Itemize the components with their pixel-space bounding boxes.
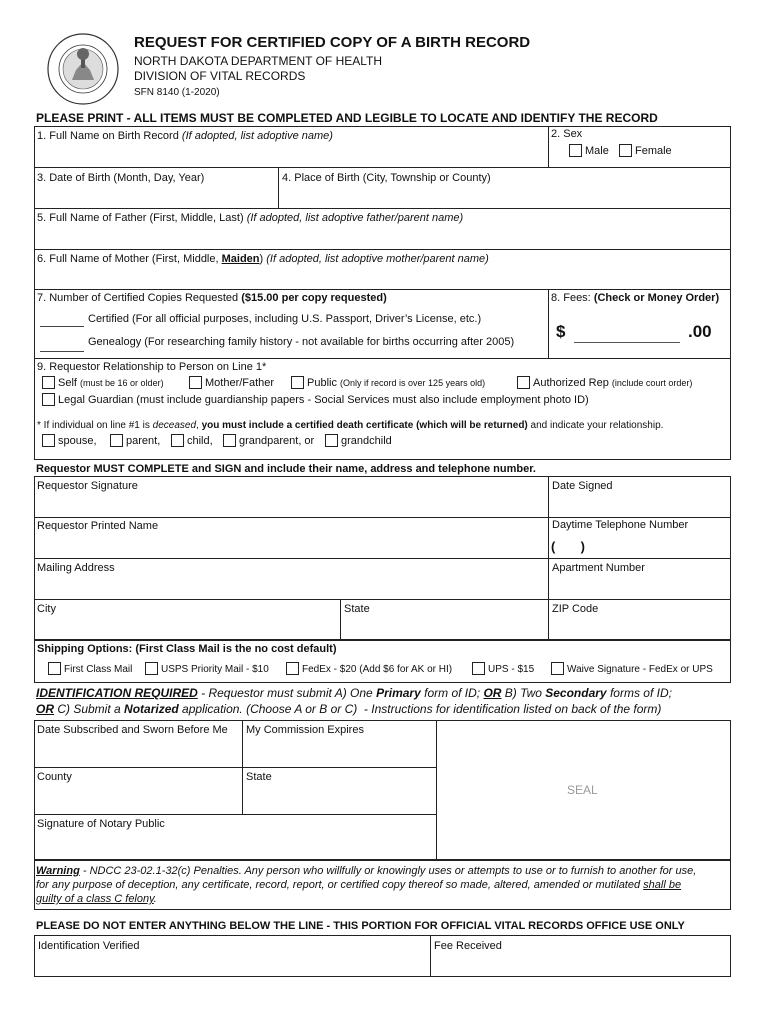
- female-checkbox[interactable]: [619, 144, 632, 157]
- fee-cents: .00: [688, 322, 712, 341]
- child-checkbox[interactable]: [171, 434, 184, 447]
- city-label: City: [37, 603, 56, 615]
- state-input[interactable]: [343, 617, 546, 638]
- sex-male-option[interactable]: Male: [569, 144, 609, 158]
- notary-signature-label: Signature of Notary Public: [37, 818, 165, 830]
- instruction-heading: PLEASE PRINT - ALL ITEMS MUST BE COMPLETED AND LEGIBLE TO LOCATE AND IDENTIFY THE RECORD: [36, 111, 658, 125]
- field-3-label: 3. Date of Birth (Month, Day, Year): [37, 172, 205, 184]
- printed-name-label: Requestor Printed Name: [37, 520, 159, 532]
- father-name-input[interactable]: [36, 226, 729, 247]
- legal-guardian-checkbox[interactable]: [42, 393, 55, 406]
- field-1-label: 1. Full Name on Birth Record (If adopted, list adoptive name): [37, 130, 333, 142]
- relationship-authorized-rep-option[interactable]: Authorized Rep (include court order): [517, 376, 692, 390]
- parent-checkbox[interactable]: [110, 434, 123, 447]
- shipping-waive-signature-option[interactable]: Waive Signature - FedEx or UPS: [551, 662, 713, 676]
- grandchild-checkbox[interactable]: [325, 434, 338, 447]
- usps-priority-checkbox[interactable]: [145, 662, 158, 675]
- fee-received-label: Fee Received: [434, 940, 502, 952]
- field-4-label: 4. Place of Birth (City, Township or County): [282, 172, 491, 184]
- commission-expires-input[interactable]: [245, 738, 434, 765]
- shipping-fedex-option[interactable]: FedEx - $20 (Add $6 for AK or HI): [286, 662, 452, 676]
- fee-dollar-sign: $: [556, 322, 566, 341]
- relationship-legal-guardian-option[interactable]: Legal Guardian (must include guardianship papers - Social Services must also include employment photo ID): [42, 393, 589, 407]
- warning-line-1: Warning - NDCC 23-02.1-32(c) Penalties. Any person who willfully or knowingly uses or attempts to use or to furnish to another for use,: [36, 865, 697, 877]
- commission-expires-label: My Commission Expires: [246, 724, 364, 736]
- spouse-checkbox[interactable]: [42, 434, 55, 447]
- department-name: NORTH DAKOTA DEPARTMENT OF HEALTH: [134, 54, 383, 68]
- phone-area-code[interactable]: ( ): [551, 539, 585, 554]
- state-seal-icon: [46, 32, 120, 106]
- relationship-public-option[interactable]: Public (Only if record is over 125 years old): [291, 376, 485, 390]
- deceased-grandparent-option[interactable]: grandparent, or: [223, 434, 314, 448]
- identification-line-1: IDENTIFICATION REQUIRED - Requestor must submit A) One Primary form of ID; OR B) Two Secondary forms of ID;: [36, 686, 672, 700]
- field-8-label: 8. Fees: (Check or Money Order): [551, 292, 720, 304]
- field-5-label: 5. Full Name of Father (First, Middle, Last) (If adopted, list adoptive father/parent name): [37, 212, 464, 224]
- office-use-heading: PLEASE DO NOT ENTER ANYTHING BELOW THE LINE - THIS PORTION FOR OFFICIAL VITAL RECORDS OFFICE USE ONLY: [36, 920, 685, 932]
- first-class-checkbox[interactable]: [48, 662, 61, 675]
- self-checkbox[interactable]: [42, 376, 55, 389]
- zip-input[interactable]: [551, 617, 729, 638]
- certified-option-label: Certified (For all official purposes, including U.S. Passport, Driver’s License, etc.): [88, 313, 482, 325]
- grandparent-checkbox[interactable]: [223, 434, 236, 447]
- field-9-label: 9. Requestor Relationship to Person on Line 1*: [37, 361, 267, 373]
- field-6-label: 6. Full Name of Mother (First, Middle, Maiden) (If adopted, list adoptive mother/parent name): [37, 253, 489, 265]
- mother-father-checkbox[interactable]: [189, 376, 202, 389]
- certified-copies-count-input[interactable]: [40, 326, 84, 327]
- fee-amount-input[interactable]: [574, 342, 680, 343]
- place-of-birth-input[interactable]: [281, 186, 729, 206]
- genealogy-copies-count-input[interactable]: [40, 351, 84, 352]
- public-checkbox[interactable]: [291, 376, 304, 389]
- identification-line-2: OR C) Submit a Notarized application. (Choose A or B or C) - Instructions for identification listed on back of the form): [36, 702, 662, 716]
- date-sworn-label: Date Subscribed and Sworn Before Me: [37, 724, 228, 736]
- apartment-label: Apartment Number: [552, 562, 645, 574]
- male-checkbox[interactable]: [569, 144, 582, 157]
- division-name: DIVISION OF VITAL RECORDS: [134, 69, 306, 83]
- notary-signature-input[interactable]: [36, 832, 434, 858]
- notary-county-input[interactable]: [36, 785, 240, 812]
- genealogy-option-label: Genealogy (For researching family history - not available for births occurring after 2005): [88, 336, 515, 348]
- ups-checkbox[interactable]: [472, 662, 485, 675]
- form-number: SFN 8140 (1-2020): [134, 87, 220, 98]
- warning-line-2: for any purpose of deception, any certificate, record, report, or certified copy thereof so made, altered, amended or mutilated shall be: [36, 879, 682, 891]
- field-2-label: 2. Sex: [551, 128, 583, 140]
- deceased-grandchild-option[interactable]: grandchild: [325, 434, 392, 448]
- waive-signature-checkbox[interactable]: [551, 662, 564, 675]
- id-verified-label: Identification Verified: [38, 940, 140, 952]
- deceased-parent-option[interactable]: parent,: [110, 434, 160, 448]
- requestor-heading: Requestor MUST COMPLETE and SIGN and include their name, address and telephone number.: [36, 463, 536, 475]
- mailing-address-label: Mailing Address: [37, 562, 115, 574]
- fedex-checkbox[interactable]: [286, 662, 299, 675]
- notary-county-label: County: [37, 771, 72, 783]
- shipping-usps-priority-option[interactable]: USPS Priority Mail - $10: [145, 662, 269, 676]
- notary-state-label: State: [246, 771, 272, 783]
- mother-name-input[interactable]: [36, 267, 729, 287]
- shipping-label: Shipping Options: (First Class Mail is the no cost default): [37, 643, 337, 655]
- form-title: REQUEST FOR CERTIFIED COPY OF A BIRTH RECORD: [134, 34, 531, 51]
- date-of-birth-input[interactable]: [36, 186, 276, 206]
- sex-female-option[interactable]: Female: [619, 144, 672, 158]
- shipping-ups-option[interactable]: UPS - $15: [472, 662, 534, 676]
- authorized-rep-checkbox[interactable]: [517, 376, 530, 389]
- full-name-input[interactable]: [36, 143, 546, 165]
- relationship-mother-father-option[interactable]: Mother/Father: [189, 376, 274, 390]
- deceased-child-option[interactable]: child,: [171, 434, 213, 448]
- seal-placeholder: SEAL: [567, 783, 598, 797]
- warning-line-3: guilty of a class C felony.: [36, 893, 157, 905]
- date-signed-input[interactable]: [551, 494, 729, 515]
- state-label: State: [344, 603, 370, 615]
- mailing-address-input[interactable]: [36, 576, 546, 597]
- requestor-signature-input[interactable]: [36, 494, 546, 515]
- city-input[interactable]: [36, 617, 338, 638]
- date-sworn-input[interactable]: [36, 738, 240, 765]
- phone-label: Daytime Telephone Number: [552, 519, 689, 531]
- zip-label: ZIP Code: [552, 603, 599, 615]
- deceased-note: * If individual on line #1 is deceased, you must include a certified death certificate (which will be returned) and indicate your relationship.: [37, 420, 664, 431]
- date-signed-label: Date Signed: [552, 480, 613, 492]
- requestor-signature-label: Requestor Signature: [37, 480, 138, 492]
- field-7-label: 7. Number of Certified Copies Requested ($15.00 per copy requested): [37, 292, 387, 304]
- deceased-spouse-option[interactable]: spouse,: [42, 434, 97, 448]
- relationship-self-option[interactable]: Self (must be 16 or older): [42, 376, 164, 390]
- printed-name-input[interactable]: [36, 534, 546, 556]
- apartment-input[interactable]: [551, 576, 729, 597]
- notary-state-input[interactable]: [245, 785, 434, 812]
- shipping-first-class-option[interactable]: First Class Mail: [48, 662, 132, 676]
